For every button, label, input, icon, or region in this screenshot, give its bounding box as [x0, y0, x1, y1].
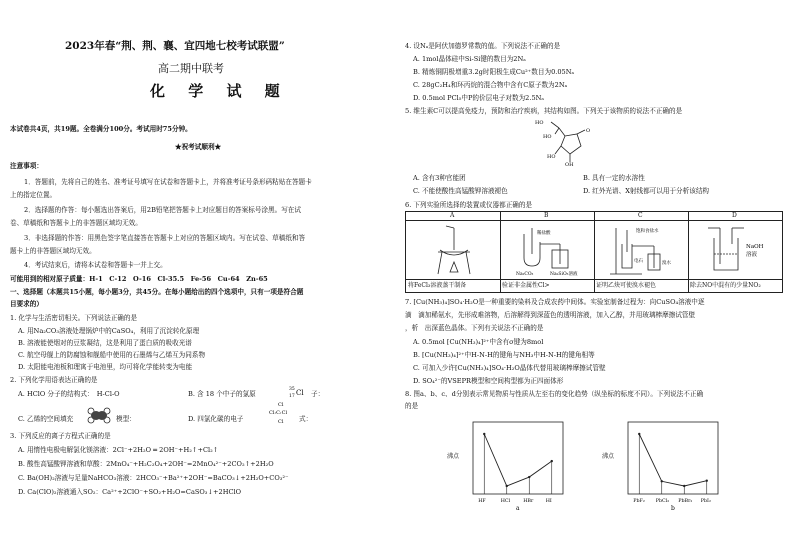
option-a: A. 用Na₂CO₃溶液处理锅炉中的CaSO₄，利用了沉淀转化原理	[18, 327, 200, 335]
svg-text:17: 17	[289, 394, 295, 399]
note-line: 上的指定位置。	[10, 191, 57, 199]
option-b: B. 酸性高锰酸钾溶液和草酸：2MnO₄⁻+H₂C₂O₄+2OH⁻=2MnO₄²⁻+2CO₂↑+2H₂O	[18, 460, 274, 468]
label-solution: 溶液	[746, 252, 758, 258]
question-stem: 8. 图a、b、c、d分别表示常见物质与性质从左至右的变化趋势（纵坐标的标度不同）。下列说法不正确	[405, 390, 704, 398]
option-a: A. HClO 分子的结构式： H-Cl-O	[18, 390, 120, 398]
question-stem: 1. 化学与生活密切相关。下列说法正确的是	[10, 314, 138, 322]
note-line: 2．选择题的作答：每小题选出答案后，用2B铅笔把答题卡上对应题目的答案标号涂黑。写在试	[24, 206, 301, 214]
gas-washing-bottle-icon	[698, 224, 778, 278]
option-b: B. [Cu(NH₃)₄]²⁺中H-N-H的键角与NH₃中H-N-H的键角相等	[413, 351, 595, 359]
series-line	[639, 434, 707, 486]
option-c-tail: 模型：	[116, 415, 136, 423]
option-d: D. 0.5mol PCl₅中P的价层电子对数为2.5Nₐ	[413, 94, 544, 102]
svg-text:HO: HO	[547, 154, 556, 160]
wish-text: ★祝考试顺利★	[175, 143, 222, 151]
data-point	[483, 433, 485, 435]
option-b: B. 含 18 个中子的氯原	[188, 390, 256, 398]
option-b: B. 精炼铜阴极增重3.2g时阳极生成Cu²⁺数目为0.05Nₐ	[413, 68, 575, 76]
x-tick-label: PbI₂	[700, 499, 711, 504]
option-c: C. 乙烯的空间填充	[18, 415, 74, 423]
x-tick-label: PbBr₂	[678, 499, 693, 504]
question-stem: 2. 下列化学用语表达正确的是	[10, 376, 98, 384]
label-calcium-carbide: 电石	[634, 259, 643, 264]
note-line: 4．考试结束后，请将本试卷和答题卡一并上交。	[24, 261, 167, 269]
section-heading: 一、选择题（本题共15小题，每小题3分，共45分。在每小题给出的四个选项中，只有一项是符合题	[10, 288, 304, 296]
svg-text:OH: OH	[565, 162, 574, 166]
vitamin-c-structure-icon	[525, 116, 605, 166]
note-line: 题卡上的非答题区域均无效。	[10, 247, 96, 255]
x-tick-label: PbF₂	[633, 499, 645, 504]
svg-text:Cl: Cl	[278, 402, 284, 408]
question-stem: 4. 设Nₐ是阿伏加德罗常数的值。下列说法不正确的是	[405, 42, 561, 50]
option-b-tail: 子：	[311, 390, 325, 398]
subject-title: 化 学 试 题	[150, 82, 289, 100]
question-stem: 3. 下列反应的离子方程式正确的是	[10, 432, 111, 440]
boiling-point-chart-a	[445, 410, 580, 510]
option-d-tail: 式：	[299, 415, 313, 423]
plot-frame	[473, 422, 563, 494]
exam-title: 2023年春“荆、荆、襄、宜四地七校考试联盟”	[65, 40, 285, 52]
acetylene-apparatus-icon	[602, 224, 682, 278]
col-header-d: D	[732, 212, 737, 219]
option-c: C. 不能使酸性高锰酸钾溶液褪色	[413, 187, 508, 195]
chart-caption: a	[516, 505, 520, 510]
data-point	[551, 460, 553, 462]
svg-text:Cl: Cl	[296, 389, 304, 397]
option-d: D. SO₄²⁻的VSEPR模型和空间构型都为正四面体形	[413, 377, 564, 385]
col-header-a: A	[450, 212, 455, 219]
ethylene-model-icon	[84, 404, 114, 426]
option-c: C. Ba(OH)₂溶液与足量NaHCO₃溶液：2HCO₃⁻+Ba²⁺+2OH⁻=BaCO₃↓+2H₂O+CO₃²⁻	[18, 474, 289, 482]
atomic-masses: 可能用到的相对原子质量：H-1 C-12 O-16 Cl-35.5 Fe-56 Cu-64 Zn-65	[10, 275, 268, 283]
y-axis-label: 沸点	[447, 453, 460, 460]
x-tick-label: HCl	[500, 499, 511, 504]
data-point	[706, 480, 708, 482]
label-na2co3: Na₂CO₃	[516, 272, 534, 277]
option-a: A. 0.5mol [Cu(NH₃)₄]²⁺中含有σ键为8mol	[413, 338, 544, 346]
chlorine-isotope-icon	[288, 384, 308, 400]
note-line: 3．非选择题的作答：用黑色签字笔直接答在答题卡上对应的答题区域内。写在试卷、草稿纸和答	[24, 234, 306, 242]
data-point	[683, 485, 685, 487]
svg-text:HO: HO	[535, 120, 544, 126]
label-bromine-water: 溴水	[662, 261, 671, 266]
col-header-b: B	[544, 212, 549, 219]
question-stem: 7. [Cu(NH₃)₄]SO₄·H₂O是一种重要的染料及合成农药中间体。实验室制备过程为：向CuSO₄溶液中逐	[405, 298, 705, 306]
caption-b: 验证非金属性Cl>	[502, 282, 550, 289]
svg-text:Cl:C:Cl: Cl:C:Cl	[269, 410, 288, 416]
option-b: B. 具有一定的水溶性	[583, 174, 645, 182]
option-d: D. 太阳能电池板和理寓于电池里，均可将化学能转变为电能	[18, 363, 193, 371]
caption-d: 除去NO中混有的少量NO₂	[690, 282, 761, 289]
col-header-c: C	[638, 212, 643, 219]
section-heading-cont: 目要求的）	[10, 300, 43, 308]
question-stem-cont: 滴 滴加稀氨水，先形成难溶物，后溶解得到深蓝色的透明溶液，加入乙醇，并用玻璃棒摩擦试管壁	[405, 311, 696, 319]
question-stem: 5. 维生素C可以提高免疫力，预防和治疗疾病，其结构如图。下列关于该物质的说法不正确的是	[405, 107, 683, 115]
option-c: C. 可加入少许[Cu(NH₃)₄]SO₄·H₂O晶体代替用玻璃棒摩擦试管壁	[413, 364, 606, 372]
boiling-point-chart-b	[600, 410, 735, 510]
option-d: D. 红外光谱、X射线都可以用于分析该结构	[583, 187, 710, 195]
caption-c: 证明乙炔可使溴水褪色	[596, 282, 657, 289]
svg-text:Cl: Cl	[278, 419, 284, 425]
x-tick-label: PbCl₂	[655, 499, 670, 504]
data-point	[506, 485, 508, 487]
label-dilute-hcl: 稀盐酸	[537, 231, 551, 236]
option-d: D. Ca(ClO)₂溶液通入SO₂：Ca²⁺+2ClO⁻+SO₂+H₂O=CaSO₃↓+2HClO	[18, 488, 241, 496]
series-line	[484, 434, 552, 486]
x-tick-label: HF	[478, 499, 486, 504]
x-tick-label: HI	[545, 499, 552, 504]
evaporation-apparatus-icon	[426, 224, 481, 278]
data-point	[528, 476, 530, 478]
notice-title: 注意事项：	[10, 162, 43, 170]
option-a: A. 含有3种官能团	[413, 174, 466, 182]
x-tick-label: HBr	[523, 499, 534, 504]
question-stem-cont: ，析 出深蓝色晶体。下列有关说法不正确的是	[405, 324, 544, 332]
note-line: 1．答题前，先将自己的姓名、准考证号填写在试卷和答题卡上，并将准考证号条形码粘贴在答题卡	[24, 178, 312, 186]
svg-text:O: O	[586, 128, 591, 134]
data-point	[638, 433, 640, 435]
label-na2sio3: Na₂SiO₃溶液	[550, 272, 578, 277]
apparatus-table	[405, 211, 783, 293]
label-brine: 饱和食盐水	[636, 229, 659, 234]
option-c: C. 28gC₂H₄和环丙烷的混合物中含有C原子数为2Nₐ	[413, 81, 568, 89]
option-a: A. 1mol晶体硅中Si-Si键的数目为2Nₐ	[413, 55, 526, 63]
ccl4-electron-formula-icon	[268, 400, 294, 426]
acid-carbonate-apparatus-icon	[510, 224, 586, 278]
option-b: B. 溶液能使烟对的豆浆凝结，这是利用了蛋白质的吸收光谱	[18, 339, 192, 347]
option-c: C. 航空母舰上的防腐蚀和舰船中使用的石墨烯与乙烯互为同系物	[18, 351, 206, 359]
exam-subtitle: 高二期中联考	[158, 62, 224, 75]
caption-a: 将FeCl₃溶液蒸干制备	[408, 282, 467, 289]
y-axis-label: 沸点	[602, 453, 615, 460]
question-stem: 6. 下列实验所选择的装置或仪器都正确的是	[405, 201, 533, 209]
svg-text:HO: HO	[543, 134, 552, 140]
data-point	[661, 480, 663, 482]
chart-caption: b	[671, 505, 675, 510]
intro-text: 本试卷共4页，共19题。全卷满分100分。考试用时75分钟。	[10, 125, 192, 133]
svg-text:35: 35	[289, 387, 295, 392]
label-naoh: NaOH	[746, 244, 764, 250]
option-a: A. 用惰性电极电解氯化镁溶液：2Cl⁻+2H₂O ═ 2OH⁻+H₂↑+Cl₂↑	[18, 446, 219, 454]
note-line: 卷、草稿纸和答题卡上的非答题区域均无效。	[10, 219, 142, 227]
option-d: D. 四氯化碳的电子	[188, 415, 244, 423]
question-stem-cont: 的是	[405, 402, 419, 410]
